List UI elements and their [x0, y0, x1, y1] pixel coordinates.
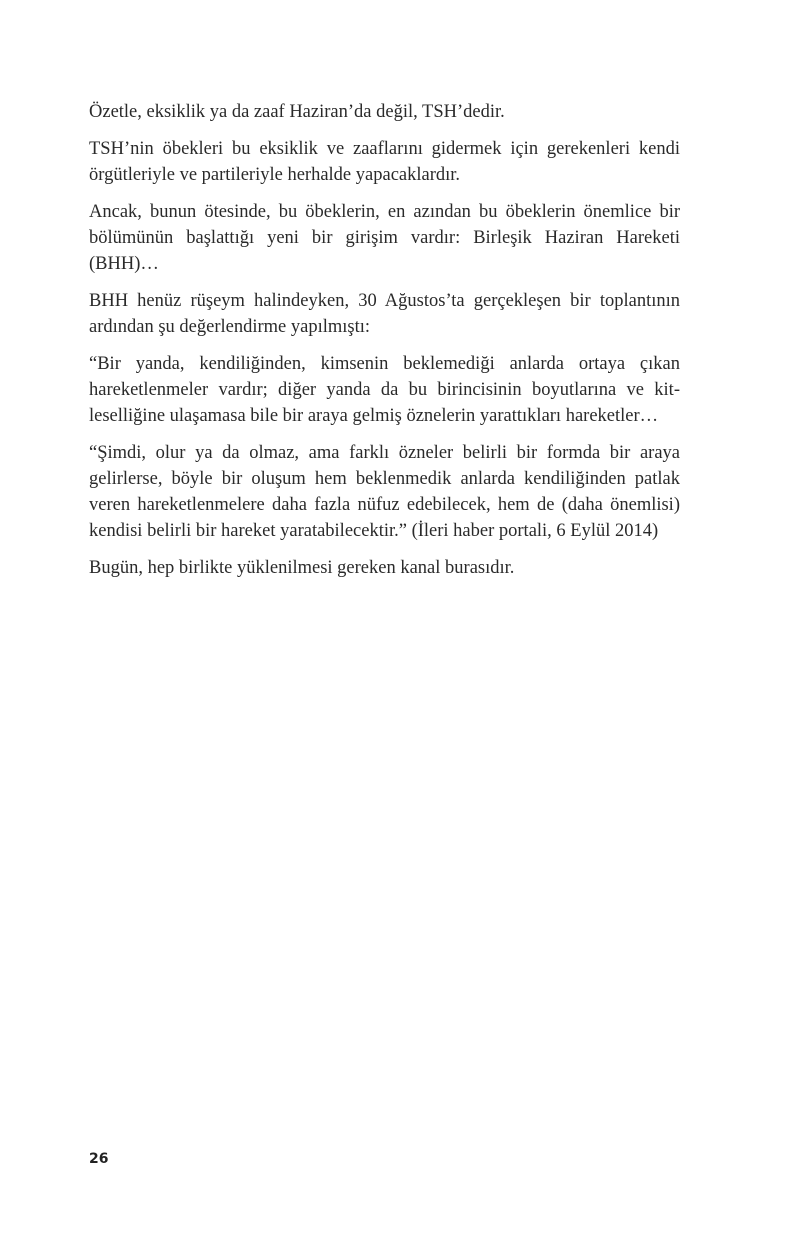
- paragraph-7: Bugün, hep birlikte yüklenilmesi gereken kanal burasıdır.: [89, 558, 515, 578]
- paragraph-1: Özetle, eksiklik ya da zaaf Haziran’da değil, TSH’dedir.: [89, 102, 505, 122]
- paragraph-3: Ancak, bunun ötesinde, bu öbeklerin, en azından bu öbeklerin önemlice bir bölümünün başlattığı yeni bir girişim vardır: Birleşik Haziran Hareketi (BHH)…: [89, 202, 680, 274]
- body-text: [89, 99, 680, 592]
- paragraph-2: TSH’nin öbekleri bu eksiklik ve zaaflarını gidermek için gerekenleri kendi örgütleriyle ve partileriyle herhalde yapacaklardır.: [89, 139, 680, 185]
- paragraph-4: BHH henüz rüşeym halindeyken, 30 Ağustos’ta gerçekleşen bir toplantının ardından şu değerlendirme yapılmıştı:: [89, 291, 680, 337]
- paragraph-6: “Şimdi, olur ya da olmaz, ama farklı özneler belirli bir formda bir araya gelirlerse, böyle bir oluşum hem beklenmedik anlarda kendiliğinden patlak veren hareketlenmelere daha fazla nüfuz edebilecek, hem de (daha önemlisi) kendisi belirli bir hareket yaratabilecektir.” (İleri haber portali, 6 Eylül 2014): [89, 443, 680, 541]
- page-number: 26: [89, 1151, 109, 1167]
- paragraph-5: “Bir yanda, kendiliğinden, kimsenin beklemediği anlarda ortaya çıkan hareketlenmeler vardır; diğer yanda da bu birincisinin boyutlarına ve kitleselliğine ulaşamasa bile bir araya gelmiş öznelerin yarattıkları hareketler…: [89, 354, 680, 426]
